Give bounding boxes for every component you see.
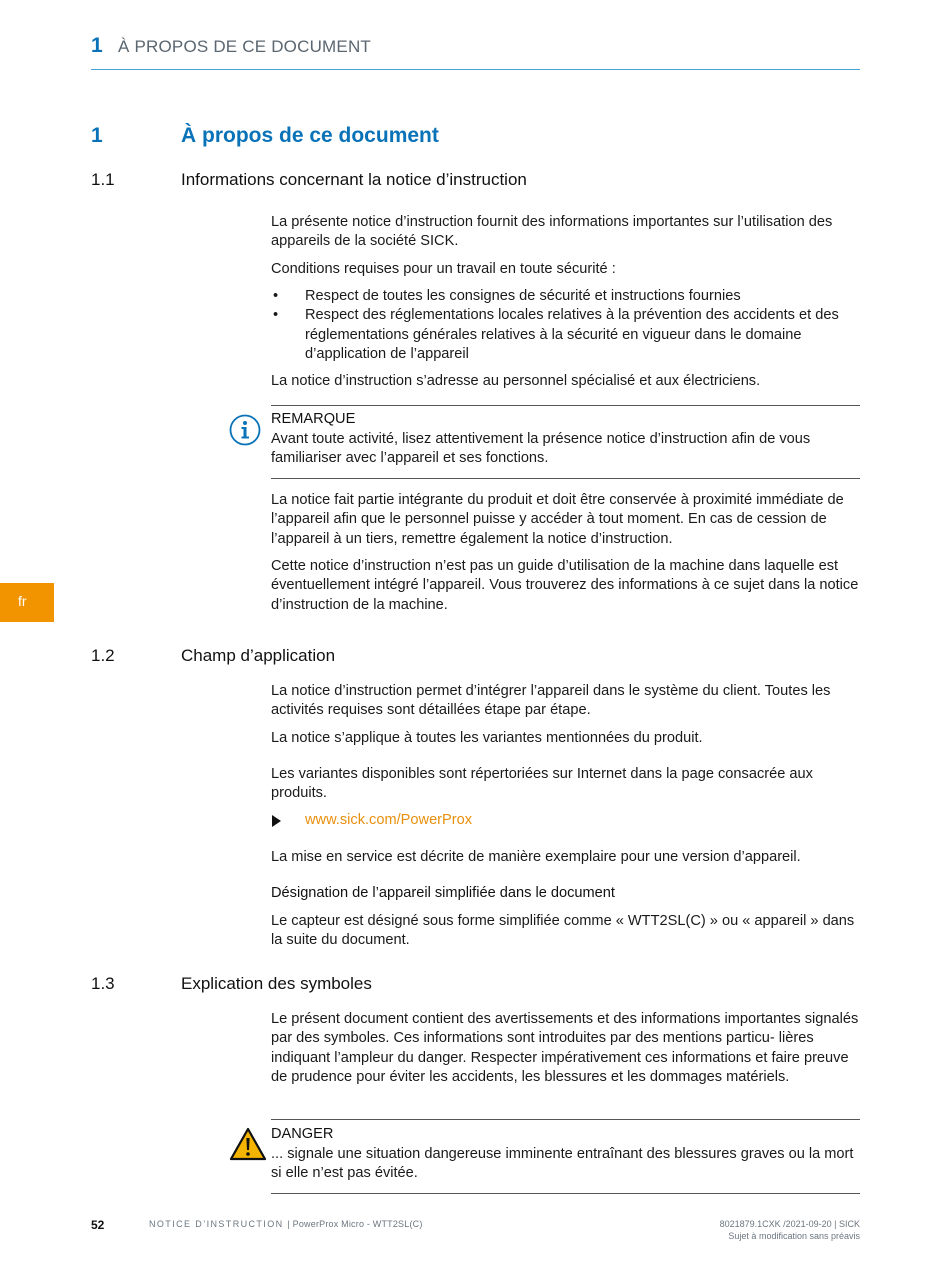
list-item-text: Respect des réglementations locales relatives à la prévention des accidents et des réglementations générales relatives à la sécurité en vigueur dans le domaine d’application de l’appareil — [305, 307, 839, 362]
bullet-icon: • — [273, 288, 279, 304]
footer-notice: Sujet à modification sans préavis — [728, 1231, 860, 1241]
subheading: Désignation de l’appareil simplifiée dans le document — [271, 885, 615, 901]
paragraph-text: Le présent document contient des avertissements et des informations importantes signalés par des symboles. Ces informations sont introduites par des mentions particu- lières indiquant l’ampleur du danger. Respecter impérativement ces informations et faire preuve de prudence pour éviter les accidents, les blessures et les dommages matériels. — [271, 1011, 859, 1085]
page-number: 52 — [91, 1218, 105, 1232]
paragraph-text: Le capteur est désigné sous forme simplifiée comme « WTT2SL(C) » ou « appareil » dans la suite du document. — [271, 913, 855, 949]
paragraph — [271, 912, 860, 951]
paragraph — [271, 557, 860, 615]
info-icon — [229, 414, 261, 446]
footer-ref: 8021879.1CXK /2021-09-20 | SICK — [719, 1219, 860, 1229]
paragraph — [271, 1010, 860, 1087]
note-rule-bottom — [271, 478, 860, 479]
list-item — [271, 287, 860, 306]
section-1-3-title: Explication des symboles — [181, 974, 372, 993]
paragraph-text: La notice d’instruction permet d’intégrer l’appareil dans le système du client. Toutes les activités requises sont détaillées étape par étape. — [271, 683, 831, 719]
danger-text-content: ... signale une situation dangereuse imminente entraînant des blessures graves ou la mort si elle n’est pas évitée. — [271, 1146, 854, 1182]
language-tab — [0, 583, 54, 622]
bullet-icon: • — [273, 307, 279, 324]
paragraph-text: La notice fait partie intégrante du produit et doit être conservée à proximité immédiate de l’appareil afin que le personnel puisse y accéder à tout moment. En cas de cession de l’appareil à un tiers, remettre également la notice d’instruction. — [271, 492, 844, 547]
paragraph — [271, 260, 860, 279]
section-1-3-number: 1.3 — [91, 974, 115, 993]
paragraph — [271, 848, 860, 867]
paragraph-text: La notice d’instruction s’adresse au personnel spécialisé et aux électriciens. — [271, 373, 761, 389]
danger-rule-bottom — [271, 1193, 860, 1194]
danger-text — [271, 1145, 860, 1184]
paragraph-text: Cette notice d’instruction n’est pas un guide d’utilisation de la machine dans laquelle est éventuellement intégré l’appareil. Vous trouverez des informations à ce sujet dans la notice d’instruction de la machine. — [271, 558, 859, 613]
paragraph-text: La mise en service est décrite de manière exemplaire pour une version d’appareil. — [271, 849, 801, 865]
section-1-2-number: 1.2 — [91, 646, 115, 665]
footer-doc-type: NOTICE D’INSTRUCTION — [149, 1219, 284, 1229]
chapter-title: À propos de ce document — [181, 124, 439, 147]
section-1-1-number: 1.1 — [91, 170, 115, 189]
list-item — [271, 306, 860, 364]
language-tab-label: fr — [18, 593, 27, 609]
paragraph-text: Les variantes disponibles sont répertoriées sur Internet dans la page consacrée aux produits. — [271, 766, 813, 802]
arrow-right-icon — [272, 815, 282, 827]
danger-title: DANGER — [271, 1126, 334, 1142]
running-header — [91, 34, 860, 70]
note-text-content: Avant toute activité, lisez attentivement la présence notice d’instruction afin de vous familiariser avec l’appareil et ses fonctions. — [271, 431, 811, 467]
footer-reference — [600, 1218, 860, 1242]
list-item-text: Respect de toutes les consignes de sécurité et instructions fournies — [305, 288, 741, 304]
chapter-number: 1 — [91, 124, 103, 147]
powerprox-link[interactable]: www.sick.com/PowerProx — [305, 812, 473, 828]
danger-rule-top — [271, 1119, 860, 1120]
paragraph — [271, 213, 860, 252]
note-rule-top — [271, 405, 860, 406]
section-1-2-title: Champ d’application — [181, 646, 336, 665]
paragraph — [271, 729, 860, 748]
note-title: REMARQUE — [271, 411, 356, 427]
running-header-title: À PROPOS DE CE DOCUMENT — [118, 37, 372, 56]
paragraph-text: La présente notice d’instruction fournit des informations importantes sur l’utilisation des appareils de la société SICK. — [271, 214, 833, 250]
footer-product: | PowerProx Micro - WTT2SL(C) — [287, 1219, 423, 1229]
footer-doc-info — [149, 1219, 423, 1229]
paragraph-text: Conditions requises pour un travail en toute sécurité : — [271, 261, 616, 277]
bullet-list — [271, 287, 860, 364]
paragraph — [271, 491, 860, 549]
note-text — [271, 430, 860, 469]
paragraph-text: La notice s’applique à toutes les variantes mentionnées du produit. — [271, 730, 703, 746]
paragraph — [271, 372, 860, 391]
section-1-1-title: Informations concernant la notice d’instruction — [181, 170, 527, 189]
warning-triangle-icon — [229, 1127, 267, 1161]
paragraph — [271, 765, 860, 804]
running-header-number: 1 — [91, 34, 103, 57]
paragraph — [271, 682, 860, 721]
